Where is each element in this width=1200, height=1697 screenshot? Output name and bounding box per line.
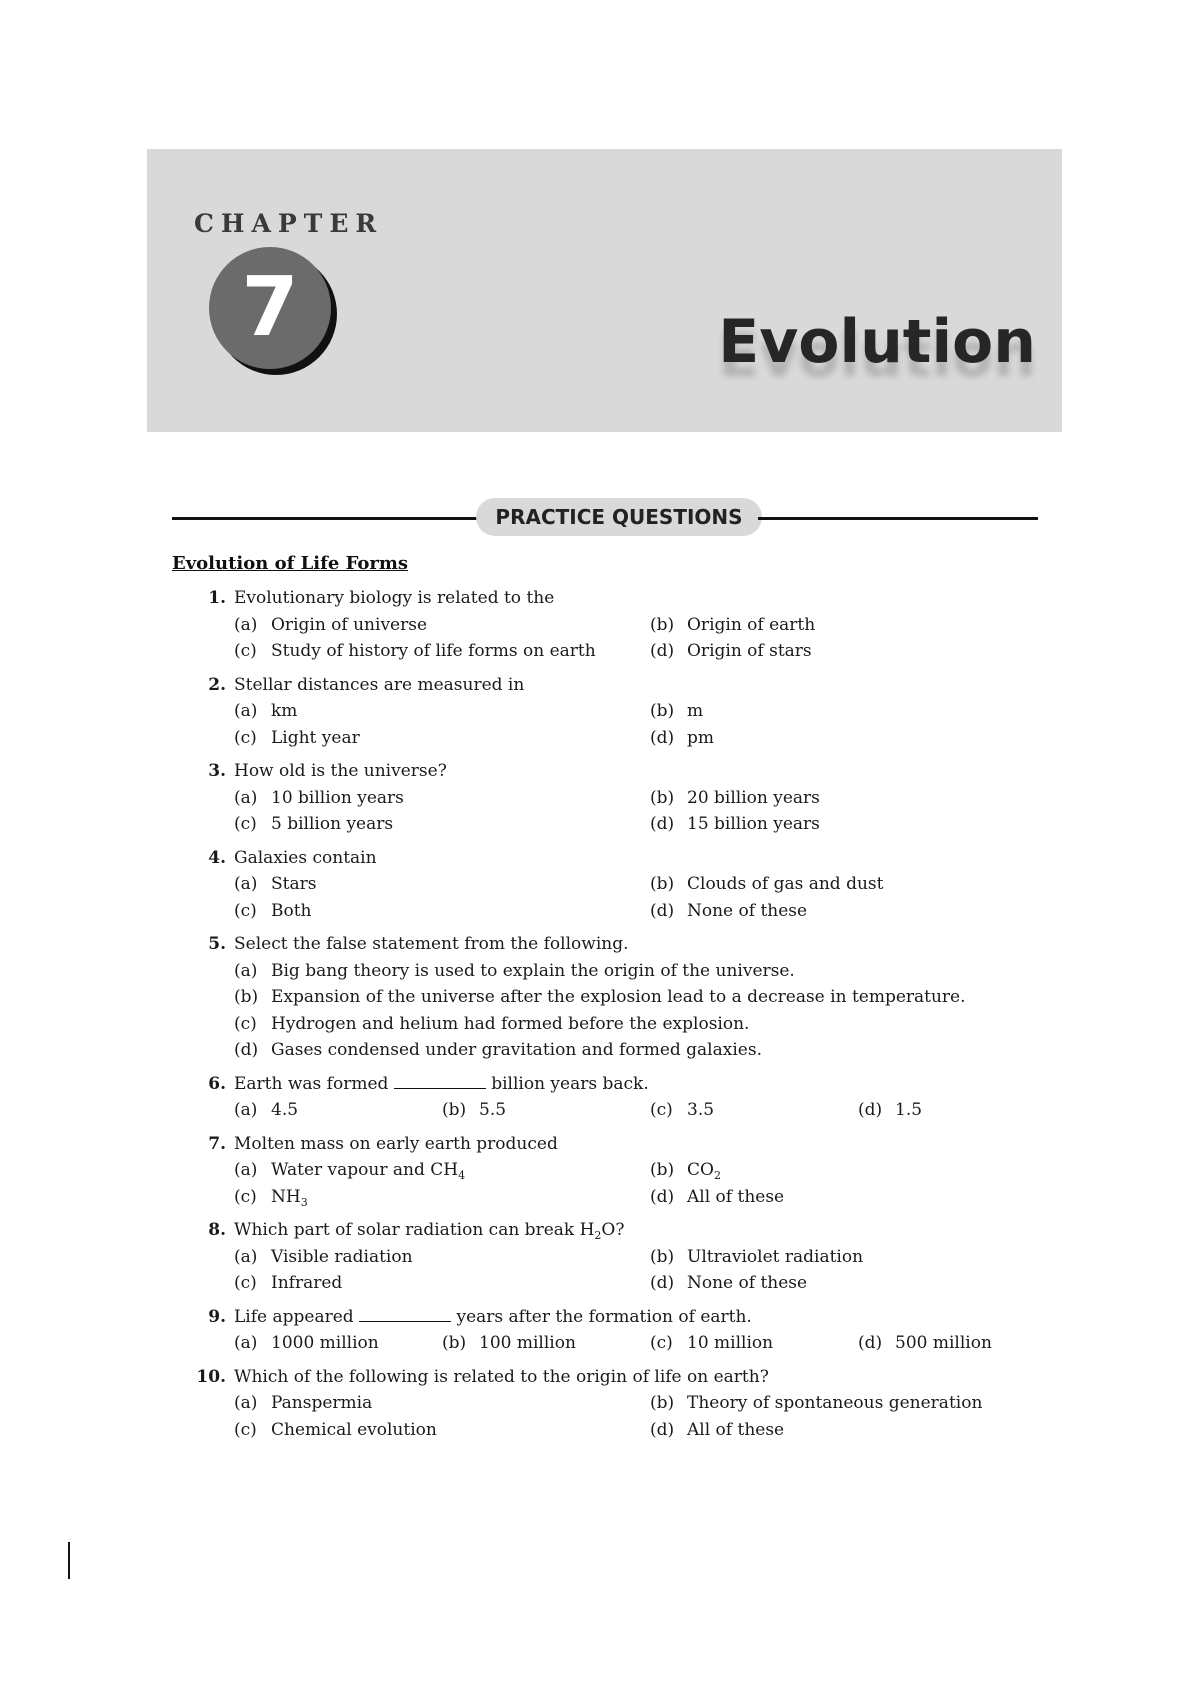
- option-a: (a) 4.5: [234, 1100, 299, 1120]
- option-b: (b) m: [650, 701, 704, 721]
- question-number: 9.: [208, 1306, 226, 1327]
- option-a: (a) 1000 million: [234, 1333, 379, 1353]
- option-d: (d) All of these: [650, 1186, 785, 1207]
- option-d: (d) 500 million: [858, 1333, 992, 1353]
- question-text: Stellar distances are measured in: [234, 674, 525, 695]
- option-d: (d) Gases condensed under gravitation and formed galaxies.: [234, 1040, 762, 1060]
- question-text: Evolutionary biology is related to the: [234, 588, 555, 608]
- question-2: [192, 672, 1052, 752]
- option-a: (a) Panspermia: [234, 1393, 373, 1413]
- question-number: 2.: [208, 674, 226, 695]
- option-b: (b) 5.5: [442, 1100, 507, 1120]
- option-c: (c) Study of history of life forms on earth: [234, 641, 596, 661]
- question-text: Life appeared years after the formation of earth.: [234, 1306, 752, 1327]
- option-a: (a) Origin of universe: [234, 614, 428, 635]
- option-b: (b) Origin of earth: [650, 614, 816, 635]
- question-text: Select the false statement from the following.: [234, 934, 629, 954]
- option-a: (a) Water vapour and $CH_4$: [234, 1160, 466, 1182]
- option-b: (b) 100 million: [442, 1333, 576, 1353]
- question-text: Earth was formed billion years back.: [234, 1073, 649, 1094]
- question-number: 7.: [208, 1133, 226, 1154]
- chapter-title: Evolution: [718, 307, 1036, 377]
- question-10: [192, 1364, 1052, 1444]
- option-b: (b) $CO_2$: [650, 1160, 721, 1182]
- question-4: [192, 845, 1052, 925]
- question-6: [192, 1071, 1052, 1124]
- question-text: Which part of solar radiation can break $H_2O$?: [234, 1220, 625, 1242]
- section-title: PRACTICE QUESTIONS: [476, 498, 762, 536]
- option-d: (d) All of these: [650, 1419, 785, 1440]
- question-9: [192, 1304, 1052, 1357]
- option-a: (a) Visible radiation: [234, 1246, 413, 1267]
- subheading: Evolution of Life Forms: [172, 553, 409, 574]
- question-3: [192, 758, 1052, 838]
- section-header: [172, 498, 1038, 538]
- option-c: (c) Hydrogen and helium had formed before the explosion.: [234, 1013, 750, 1034]
- question-text: Galaxies contain: [234, 847, 377, 868]
- question-text: How old is the universe?: [234, 761, 447, 781]
- margin-mark: [68, 1542, 70, 1579]
- option-a: (a) 10 billion years: [234, 787, 404, 808]
- question-number: 1.: [208, 588, 226, 608]
- chapter-banner: [147, 149, 1062, 432]
- option-c: (c) 5 billion years: [234, 814, 394, 834]
- answer-blank: [394, 1087, 486, 1089]
- question-1: [192, 585, 1052, 665]
- question-number: 6.: [208, 1073, 226, 1094]
- chapter-number-badge: 7: [209, 247, 331, 369]
- chapter-label: CHAPTER: [194, 209, 384, 238]
- option-c: (c) Both: [234, 900, 312, 921]
- option-b: (b) Clouds of gas and dust: [650, 874, 884, 894]
- question-text: Molten mass on early earth produced: [234, 1133, 558, 1154]
- option-c: (c) Light year: [234, 727, 360, 748]
- option-d: (d) Origin of stars: [650, 641, 812, 661]
- option-b: (b) 20 billion years: [650, 787, 820, 808]
- option-d: (d) pm: [650, 727, 715, 748]
- option-c: (c) $NH_3$: [234, 1186, 308, 1209]
- option-b: (b) Expansion of the universe after the explosion lead to a decrease in temperature.: [234, 987, 966, 1007]
- question-5: [192, 931, 1052, 1064]
- answer-blank: [359, 1320, 451, 1322]
- option-a: (a) Stars: [234, 874, 317, 894]
- question-number: 4.: [208, 847, 226, 868]
- section-rule-left: [172, 517, 477, 520]
- question-7: [192, 1131, 1052, 1211]
- option-a: (a) Big bang theory is used to explain the origin of the universe.: [234, 960, 795, 981]
- question-number: 10.: [196, 1366, 226, 1387]
- option-c: (c) 10 million: [650, 1333, 774, 1353]
- option-d: (d) 1.5: [858, 1100, 923, 1120]
- question-8: [192, 1217, 1052, 1297]
- question-number: 3.: [208, 761, 226, 781]
- option-b: (b) Ultraviolet radiation: [650, 1246, 864, 1267]
- option-c: (c) 3.5: [650, 1100, 715, 1120]
- option-d: (d) None of these: [650, 900, 808, 921]
- option-c: (c) Chemical evolution: [234, 1419, 437, 1440]
- question-list: [192, 585, 1052, 1450]
- option-d: (d) 15 billion years: [650, 814, 820, 834]
- option-d: (d) None of these: [650, 1273, 808, 1293]
- question-text: Which of the following is related to the origin of life on earth?: [234, 1366, 769, 1387]
- option-c: (c) Infrared: [234, 1273, 343, 1293]
- question-number: 8.: [208, 1220, 226, 1240]
- option-b: (b) Theory of spontaneous generation: [650, 1393, 983, 1413]
- question-number: 5.: [208, 934, 226, 954]
- section-rule-right: [758, 517, 1038, 520]
- option-a: (a) km: [234, 701, 298, 721]
